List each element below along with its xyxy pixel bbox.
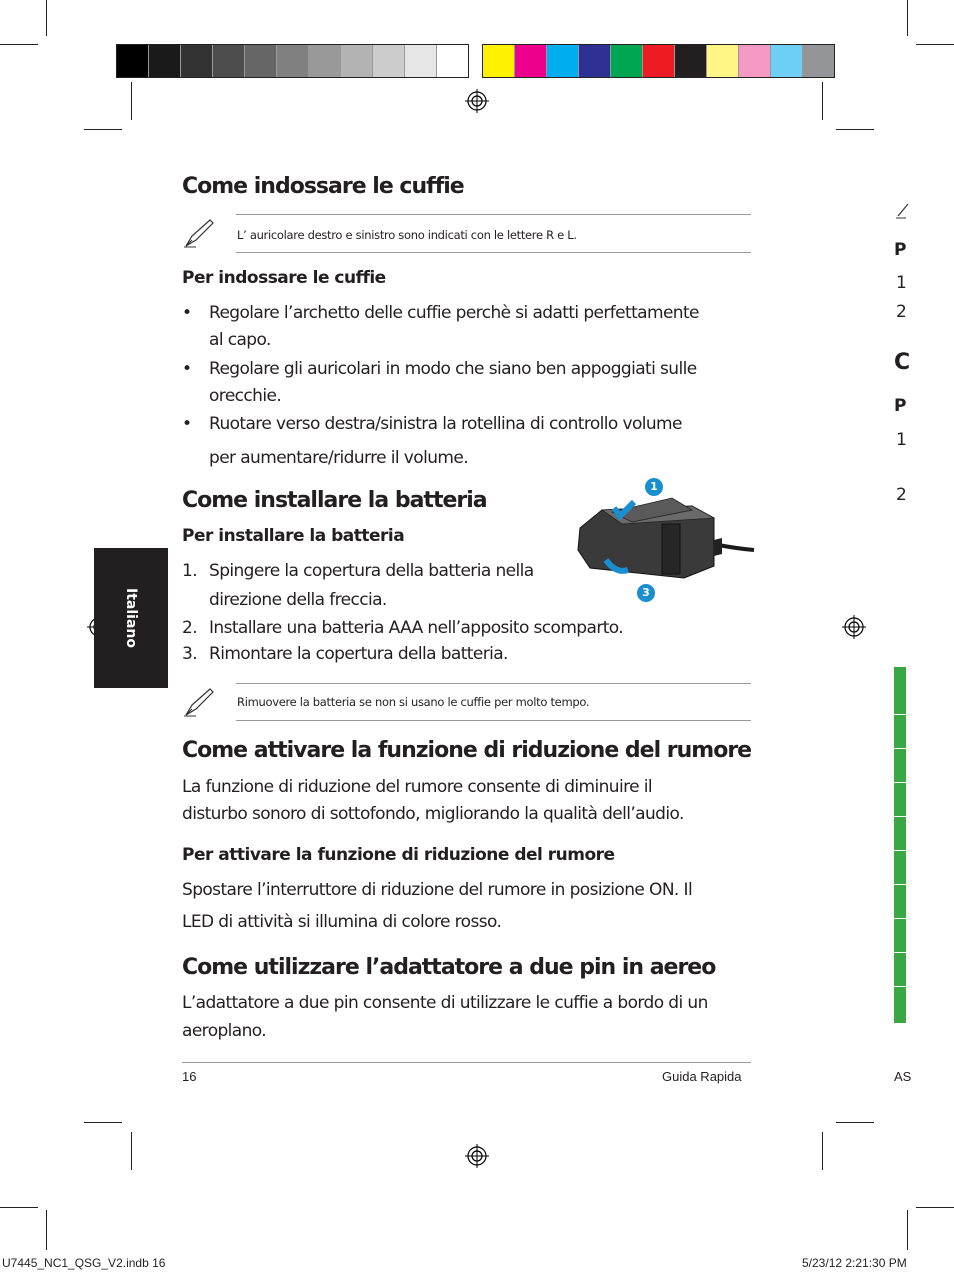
crop-mark <box>822 1132 823 1170</box>
subtitle-noise: Per attivare la funzione di riduzione del rumore <box>182 845 615 865</box>
note-pen-icon <box>182 216 216 250</box>
note-text: L’ auricolare destro e sinistro sono indicati con le lettere R e L. <box>237 228 577 242</box>
crop-mark <box>131 82 132 120</box>
language-label: Italiano <box>123 588 139 648</box>
paragraph: L’adattatore a due pin consente di utilizzare le cuffie a bordo di un <box>182 993 708 1013</box>
color-swatch <box>515 45 547 77</box>
registration-mark-icon <box>465 1144 489 1168</box>
bullet-marker: • <box>182 414 192 434</box>
file-slug: U7445_NC1_QSG_V2.indb 16 <box>2 1256 166 1270</box>
timestamp-slug: 5/23/12 2:21:30 PM <box>802 1256 907 1270</box>
paragraph: LED di attività si illumina di colore rosso. <box>182 912 502 932</box>
color-swatch <box>117 45 149 77</box>
bullet-text: al capo. <box>209 330 271 350</box>
color-swatch <box>181 45 213 77</box>
guide-title: Guida Rapida <box>662 1069 742 1084</box>
bullet-text: per aumentare/ridurre il volume. <box>209 448 468 468</box>
grayscale-color-bar <box>116 44 469 78</box>
crop-mark <box>836 129 874 130</box>
crop-mark <box>0 44 38 45</box>
callout-number: 1 <box>645 478 663 496</box>
section-title-noise: Come attivare la funzione di riduzione del rumore <box>182 738 752 763</box>
next-page-fragment: 1 <box>896 430 907 450</box>
color-swatch <box>739 45 771 77</box>
section-title-wear: Come indossare le cuffie <box>182 174 464 199</box>
color-swatch <box>245 45 277 77</box>
color-swatch <box>771 45 803 77</box>
next-page-fragment: AS <box>894 1069 912 1084</box>
crop-mark <box>84 1122 122 1123</box>
crop-mark <box>916 44 954 45</box>
color-swatch <box>309 45 341 77</box>
next-page-fragment: 2 <box>896 485 907 505</box>
page-number: 16 <box>182 1069 197 1084</box>
crop-mark <box>84 129 122 130</box>
divider <box>236 252 751 253</box>
crop-mark <box>907 1210 908 1250</box>
step-number: 3. <box>182 644 198 664</box>
crop-mark <box>836 1122 874 1123</box>
crop-mark <box>131 1132 132 1170</box>
color-swatch <box>483 45 515 77</box>
subtitle-battery: Per installare la batteria <box>182 526 405 546</box>
crop-mark <box>46 1210 47 1250</box>
color-swatch <box>547 45 579 77</box>
paragraph: Spostare l’interruttore di riduzione del rumore in posizione ON. Il <box>182 880 693 900</box>
color-swatch <box>707 45 739 77</box>
registration-mark-icon <box>465 89 489 113</box>
bullet-text: Regolare l’archetto delle cuffie perchè si adatti perfettamente <box>209 303 699 323</box>
next-page-fragment: 1 <box>896 273 907 293</box>
paragraph: La funzione di riduzione del rumore consente di diminuire il <box>182 777 653 797</box>
paragraph: aeroplano. <box>182 1021 267 1041</box>
language-side-tab <box>94 548 168 688</box>
crop-mark <box>916 1207 954 1208</box>
bullet-marker: • <box>182 303 192 323</box>
color-swatch <box>277 45 309 77</box>
step-number: 1. <box>182 561 198 581</box>
color-swatch <box>213 45 245 77</box>
color-swatch <box>405 45 437 77</box>
crop-mark <box>0 1207 38 1208</box>
callout-number: 3 <box>637 584 655 602</box>
next-page-fragment: P <box>894 396 907 416</box>
color-swatch <box>579 45 611 77</box>
color-swatch <box>803 45 834 77</box>
step-text: Rimontare la copertura della batteria. <box>209 644 508 664</box>
color-swatch <box>611 45 643 77</box>
next-page-fragment: 2 <box>896 302 907 322</box>
note-pen-icon <box>896 200 910 220</box>
section-title-adapter: Come utilizzare l’adattatore a due pin in aereo <box>182 955 716 980</box>
registration-mark-icon <box>842 615 866 639</box>
color-swatch <box>675 45 707 77</box>
bullet-text: Ruotare verso destra/sinistra la rotellina di controllo volume <box>209 414 682 434</box>
next-page-green-tab <box>894 667 906 1023</box>
divider <box>236 720 751 721</box>
battery-compartment-illustration <box>572 488 754 588</box>
next-page-fragment: C <box>894 350 911 375</box>
color-swatch <box>373 45 405 77</box>
paragraph: disturbo sonoro di sottofondo, migliorando la qualità dell’audio. <box>182 804 684 824</box>
step-number: 2. <box>182 618 198 638</box>
next-page-fragment: P <box>894 240 907 260</box>
process-color-bar <box>482 44 835 78</box>
step-text: direzione della freccia. <box>209 590 387 610</box>
bullet-text: orecchie. <box>209 386 282 406</box>
divider <box>236 214 751 215</box>
bullet-marker: • <box>182 359 192 379</box>
color-swatch <box>149 45 181 77</box>
divider <box>236 683 751 684</box>
color-swatch <box>341 45 373 77</box>
subtitle-wear: Per indossare le cuffie <box>182 268 386 288</box>
color-swatch <box>437 45 468 77</box>
crop-mark <box>46 0 47 36</box>
crop-mark <box>907 0 908 36</box>
note-text: Rimuovere la batteria se non si usano le cuffie per molto tempo. <box>237 695 590 709</box>
step-text: Spingere la copertura della batteria nella <box>209 561 534 581</box>
section-title-battery: Come installare la batteria <box>182 488 487 513</box>
bullet-text: Regolare gli auricolari in modo che siano ben appoggiati sulle <box>209 359 697 379</box>
color-swatch <box>643 45 675 77</box>
note-pen-icon <box>182 685 216 719</box>
crop-mark <box>822 82 823 120</box>
footer-divider <box>182 1062 751 1063</box>
step-text: Installare una batteria AAA nell’apposito scomparto. <box>209 618 624 638</box>
